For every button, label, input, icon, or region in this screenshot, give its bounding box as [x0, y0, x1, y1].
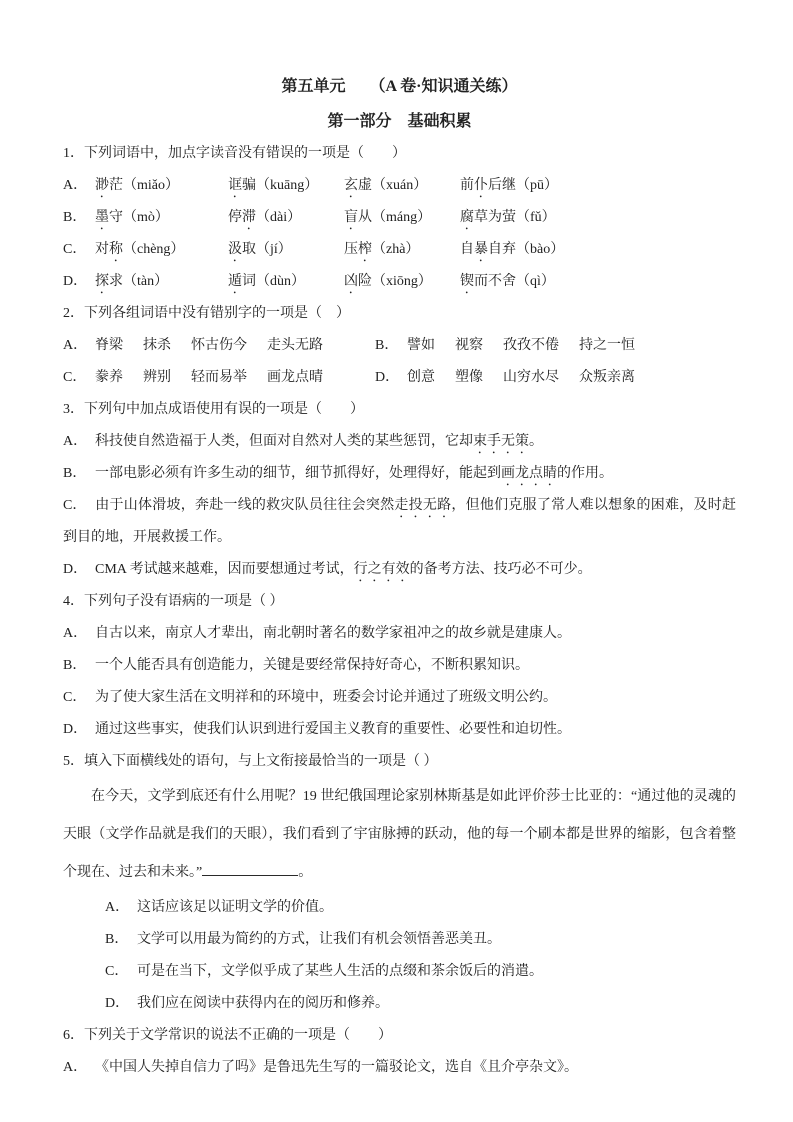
word-post: 词（dùn）: [242, 274, 305, 289]
pinyin-word: [344, 266, 460, 298]
dotted-char: 榨: [358, 242, 372, 257]
word-post: （chèng）: [123, 242, 185, 257]
word: 怀古伤今: [191, 338, 247, 353]
dotted-char: 锲: [460, 274, 474, 289]
option-label: A．: [105, 900, 130, 915]
word: 脊梁: [95, 338, 123, 353]
option-label: B．: [375, 338, 399, 353]
option-text: 一部电影必须有许多生动的细节，细节抓得好，处理得好，能起到: [95, 466, 501, 481]
q2-stem: 2．下列各组词语中没有错别字的一项是（ ）: [63, 306, 350, 321]
word: 豢养: [95, 370, 123, 385]
pinyin-word: [228, 266, 344, 298]
word-post: 险（xiōng）: [358, 274, 432, 289]
option-text: 《中国人失掉自信力了吗》是鲁迅先生写的一篇驳论文，选自《且介亭杂文》。: [95, 1060, 578, 1075]
option-label: D．: [105, 996, 130, 1011]
option-label: D．: [63, 562, 88, 577]
dotted-char: 盲: [344, 210, 358, 225]
word: 轻而易举: [191, 370, 247, 385]
word-pre: 压: [344, 242, 358, 257]
dotted-char: 仆: [474, 178, 488, 193]
pinyin-word: [228, 234, 344, 266]
word: 譬如: [407, 338, 435, 353]
pinyin-word: [460, 266, 736, 298]
dotted-char: 凶: [344, 274, 358, 289]
q2-option-c: [63, 362, 375, 394]
dotted-char: 腐: [460, 210, 474, 225]
word: 画龙点晴: [267, 370, 323, 385]
q2-row-ab: [63, 330, 736, 362]
q2-option-a: [63, 330, 375, 362]
option-text: 通过这些事实，使我们认识到进行爱国主义教育的重要性、必要性和迫切性。: [95, 722, 571, 737]
option-text: 文学可以用最为简约的方式，让我们有机会领悟善恶美丑。: [137, 932, 501, 947]
option-label: C．: [105, 964, 129, 979]
option-text: 的备考方法、技巧必不可少。: [409, 562, 592, 577]
option-text: CMA 考试越来越难，因而要想通过考试，: [95, 562, 354, 577]
dotted-char: 诓: [228, 178, 242, 193]
word: 塑像: [455, 370, 483, 385]
dotted-idiom: 束手无策: [473, 434, 529, 449]
q1-stem: 1．下列词语中，加点字读音没有错误的一项是（ ）: [63, 146, 406, 161]
q5-option-d: [105, 988, 736, 1020]
word: 孜孜不倦: [503, 338, 559, 353]
option-label: B．: [105, 932, 129, 947]
q2-row-cd: [63, 362, 736, 394]
pinyin-word: [344, 170, 460, 202]
word-post: 草为萤（fǔ）: [474, 210, 556, 225]
word-post: 取（jí）: [242, 242, 292, 257]
q1-option-d: [63, 266, 736, 298]
option-text: 。: [529, 434, 543, 449]
option-text: 为了使大家生活在文明祥和的环境中，班委会讨论并通过了班级文明公约。: [95, 690, 557, 705]
word-post: （zhà）: [372, 242, 420, 257]
word-pre: 前: [460, 178, 474, 193]
answer-blank: [202, 862, 298, 876]
q5-stem: 5．填入下面横线处的语句，与上文衔接最恰当的一项是（ ）: [63, 754, 438, 769]
option-text: 可是在当下，文学似乎成了某些人生活的点缀和茶余饭后的消遣。: [137, 964, 543, 979]
dotted-char: 渺: [95, 178, 109, 193]
q4-option-c: [63, 682, 736, 714]
option-label: A．: [63, 338, 88, 353]
word: 辨别: [143, 370, 171, 385]
dotted-char: 墨: [95, 210, 109, 225]
word-post: 自弃（bào）: [488, 242, 565, 257]
q3-option-b: [63, 458, 736, 490]
pinyin-word: [344, 202, 460, 234]
option-label: B．: [63, 210, 87, 225]
option-label: C．: [63, 498, 87, 513]
q5-option-b: [105, 924, 736, 956]
option-text: ，但他们克服了常人难以想象的困难，及时赶到目的地，开展救援工作。: [63, 498, 737, 545]
word-post: 骗（kuāng）: [242, 178, 319, 193]
dotted-char: 遁: [228, 274, 242, 289]
option-text: 我们应在阅读中获得内在的阅历和修养。: [137, 996, 389, 1011]
passage-text: 在今天，文学到底还有什么用呢？19 世纪俄国理论家别林斯基是如此评价莎士比亚的：“通过他的灵魂的天眼（文学作品就是我们的天眼），我们看到了宇宙脉搏的跃动，他的每一个刷本都是世界的缩影，包含着整个现在、过去和未来。”: [63, 789, 736, 880]
dotted-char: 称: [109, 242, 123, 257]
word-post: 虚（xuán）: [358, 178, 428, 193]
pinyin-word: [344, 234, 460, 266]
page-title: 第五单元 （A 卷·知识通关练）: [281, 78, 518, 95]
q6-option-a: [63, 1052, 736, 1084]
dotted-char: 滞: [242, 210, 256, 225]
dotted-idiom: 画龙点睛: [501, 466, 557, 481]
q3-option-d: [63, 554, 736, 586]
q4-option-d: [63, 714, 736, 746]
option-label: C．: [63, 370, 87, 385]
word-pre: 对: [95, 242, 109, 257]
pinyin-word: [95, 170, 228, 202]
word: 山穷水尽: [503, 370, 559, 385]
pinyin-word: [228, 202, 344, 234]
option-text: 的作用。: [557, 466, 613, 481]
option-label: A．: [63, 178, 88, 193]
dotted-char: 汲: [228, 242, 242, 257]
option-label: A．: [63, 626, 88, 641]
option-label: D．: [375, 370, 400, 385]
passage-end: 。: [298, 865, 313, 880]
word: 持之一恒: [579, 338, 635, 353]
q5-passage: [63, 778, 736, 892]
option-label: B．: [63, 466, 87, 481]
pinyin-word: [460, 170, 736, 202]
word: 创意: [407, 370, 435, 385]
option-text: 自古以来，南京人才辈出，南北朝时著名的数学家祖冲之的故乡就是建康人。: [95, 626, 571, 641]
word-pre: 停: [228, 210, 242, 225]
q3-option-c: [63, 490, 736, 554]
dotted-char: 暴: [474, 242, 488, 257]
q3-option-a: [63, 426, 736, 458]
word: 众叛亲离: [579, 370, 635, 385]
word-post: 茫（miǎo）: [109, 178, 179, 193]
q1-option-b: [63, 202, 736, 234]
option-label: A．: [63, 1060, 88, 1075]
option-text: 这话应该足以证明文学的价值。: [137, 900, 333, 915]
word-post: 后继（pū）: [488, 178, 558, 193]
q5-option-a: [105, 892, 736, 924]
dotted-char: 玄: [344, 178, 358, 193]
q1-option-a: [63, 170, 736, 202]
word: 抹杀: [143, 338, 171, 353]
word-post: 从（máng）: [358, 210, 432, 225]
word-post: 而不舍（qì）: [474, 274, 555, 289]
pinyin-word: [95, 202, 228, 234]
option-text: 科技使自然造福于人类，但面对自然对人类的某些惩罚，它却: [95, 434, 473, 449]
pinyin-word: [95, 234, 228, 266]
option-label: B．: [63, 658, 87, 673]
option-label: D．: [63, 722, 88, 737]
word: 走头无路: [267, 338, 323, 353]
word-post: （dài）: [256, 210, 302, 225]
q6-stem: 6．下列关于文学常识的说法不正确的一项是（ ）: [63, 1028, 392, 1043]
word: 视察: [455, 338, 483, 353]
q5-option-c: [105, 956, 736, 988]
pinyin-word: [95, 266, 228, 298]
dotted-idiom: 行之有效: [353, 562, 410, 577]
q1-option-c: [63, 234, 736, 266]
option-text: 一个人能否具有创造能力，关键是要经常保持好奇心，不断积累知识。: [95, 658, 529, 673]
q4-option-b: [63, 650, 736, 682]
dotted-idiom: 走投无路: [394, 498, 452, 513]
word-pre: 自: [460, 242, 474, 257]
pinyin-word: [228, 170, 344, 202]
pinyin-word: [460, 234, 736, 266]
dotted-char: 探: [95, 274, 109, 289]
q3-stem: 3．下列句中加点成语使用有误的一项是（ ）: [63, 402, 364, 417]
section-title: 第一部分 基础积累: [327, 113, 472, 130]
option-label: C．: [63, 242, 87, 257]
option-label: A．: [63, 434, 88, 449]
word-post: 求（tàn）: [109, 274, 169, 289]
q2-option-b: [375, 330, 736, 362]
q4-option-a: [63, 618, 736, 650]
q2-option-d: [375, 362, 736, 394]
pinyin-word: [460, 202, 736, 234]
option-label: C．: [63, 690, 87, 705]
option-label: D．: [63, 274, 88, 289]
q4-stem: 4．下列句子没有语病的一项是（ ）: [63, 594, 284, 609]
word-post: 守（mò）: [109, 210, 169, 225]
option-text: 由于山体滑坡，奔赴一线的救灾队员往往会突然: [95, 498, 395, 513]
